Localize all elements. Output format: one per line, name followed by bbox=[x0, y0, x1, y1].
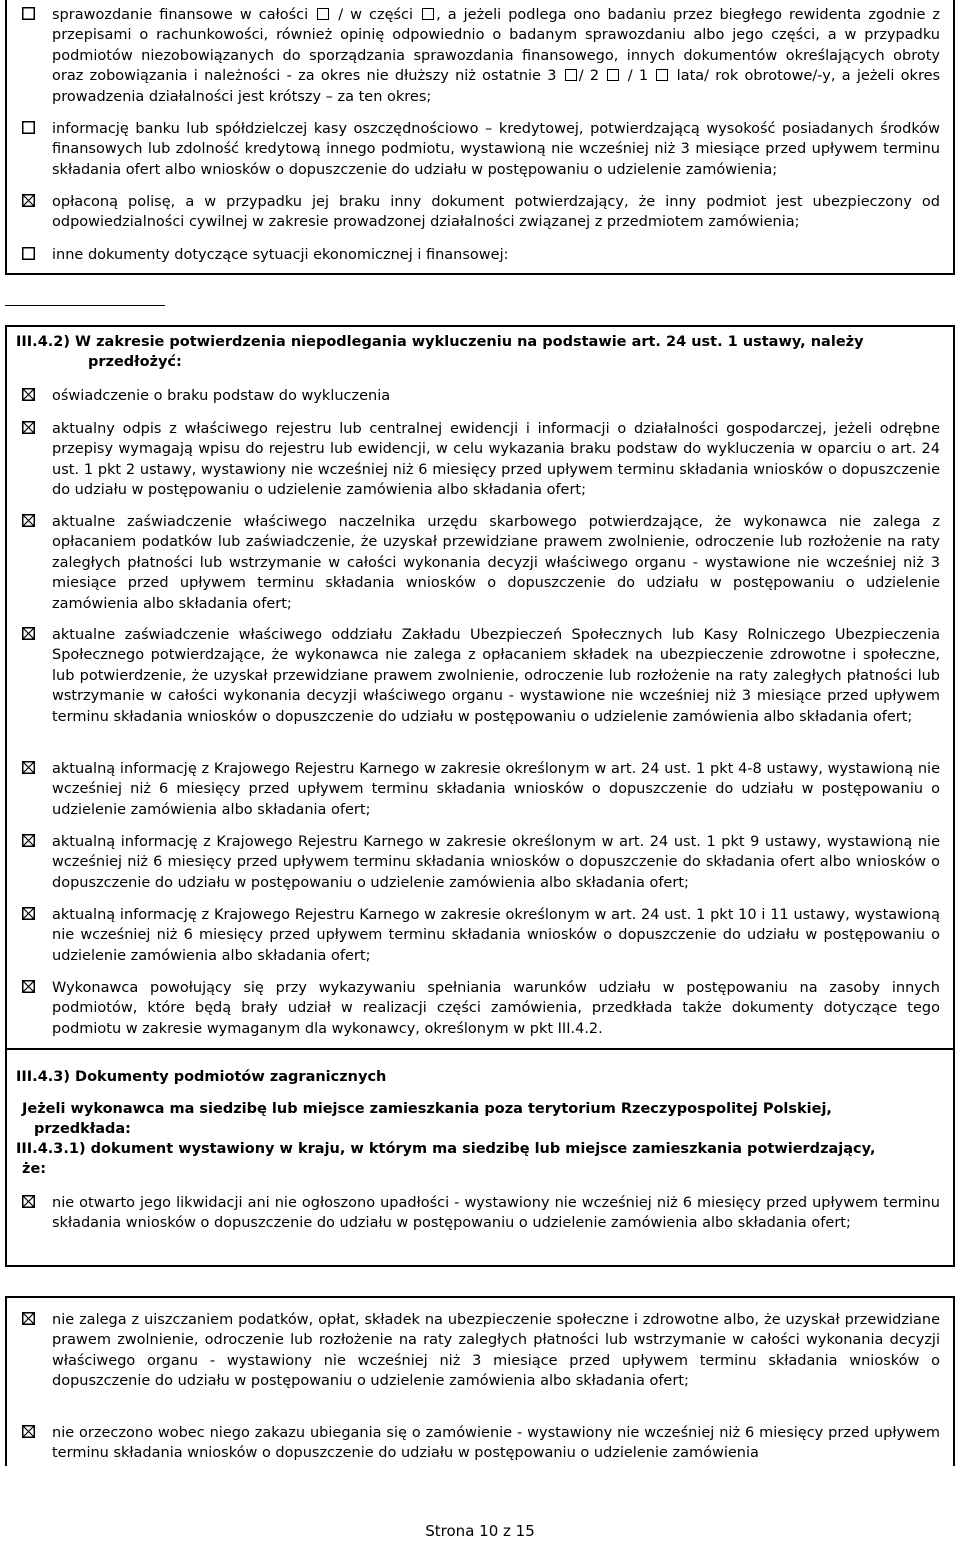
list-item-text: Wykonawca powołujący się przy wykazywaniu spełniania warunków udziału w postępowaniu na zasoby innych podmiotów, które będą brały udział w realizacji części zamówienia, przedkłada także dokumenty dotyczące tego podmiotu w zakresie wymaganym dla wykonawcy, określonym w pkt III.4.2. bbox=[52, 980, 940, 1037]
divider-line bbox=[5, 305, 165, 306]
subheading-line3: III.4.3.1) dokument wystawiony w kraju, w którym ma siedzibę lub miejsce zamieszkania potwierdzający, bbox=[16, 1141, 876, 1157]
section-342-heading-line2: przedłożyć: bbox=[88, 354, 182, 370]
checkbox-criminal-record-10-11[interactable] bbox=[22, 907, 35, 920]
list-item-text: oświadczenie o braku podstaw do wykluczenia bbox=[52, 388, 391, 404]
checkbox-criminal-record-4-8[interactable] bbox=[22, 761, 35, 774]
list-item-text: nie orzeczono wobec niego zakazu ubiegania się o zamówienie - wystawiony nie wcześniej niż 6 miesięcy przed upływem terminu składania wniosków o dopuszczenie do udziału w postępowaniu o udzielenie zamówienia bbox=[52, 1425, 940, 1462]
list-item-text: aktualne zaświadczenie właściwego oddziału Zakładu Ubezpieczeń Społecznych lub Kasy Rolniczego Ubezpieczenia Społecznego potwierdzające, że wykonawca nie zalega z opłacaniem składek na ubezpieczenie zdrowotne i społeczne, lub potwierdzenie, że uzyskał przewidziane prawem zwolnienie, odroczenie lub rozłożenie na raty zaległych płatności lub wstrzymanie w całości wykonania decyzji właściwego organu - wystawione nie wcześniej niż 3 miesiące przed upływem terminu składania wniosków o dopuszczenie do udziału w postępowaniu o udzielenie zamówienia albo składania ofert; bbox=[52, 627, 940, 725]
financial-statement-text bbox=[52, 5, 940, 107]
text-part: / 2 bbox=[578, 68, 600, 85]
section-342-heading-line1: III.4.2) W zakresie potwierdzenia niepodlegania wykluczeniu na podstawie art. 24 ust. 1 ustawy, należy bbox=[16, 334, 864, 350]
list-item-text: aktualne zaświadczenie właściwego naczelnika urzędu skarbowego potwierdzające, że wykonawca nie zalega z opłacaniem podatków lub zaświadczenie, że uzyskał przewidziane prawem zwolnienie, odroczenie lub rozłożenie na raty zaległych płatności lub wstrzymanie w całości wykonania decyzji właściwego organu - wystawione nie wcześniej niż 3 miesiące przed upływem terminu składania wniosków o dopuszczenie do udziału w postępowaniu o udzielenie zamówienia albo składania ofert; bbox=[52, 514, 940, 612]
list-item-text: nie otwarto jego likwidacji ani nie ogłoszono upadłości - wystawiony nie wcześniej niż 6 miesięcy przed upływem terminu składania wniosków o dopuszczenie do udziału w postępowaniu o udzielenie zamówienia albo składania ofert; bbox=[52, 1195, 940, 1232]
checkbox-criminal-record-9[interactable] bbox=[22, 834, 35, 847]
section-343-heading: III.4.3) Dokumenty podmiotów zagranicznych bbox=[16, 1069, 387, 1085]
section-343-subheading bbox=[16, 1099, 940, 1179]
checkbox-1-year[interactable] bbox=[656, 69, 668, 81]
text-part: sprawozdanie finansowe w całości bbox=[52, 7, 309, 23]
text-part: , a jeżeli podlega ono badaniu przez biegłego rewidenta zgodnie z przepisami o rachunkowości, również opinię odpowiednio o badanym sprawozdaniu albo jego części, a w przypadku podmiotów niezobowiązanych do sporządzania sprawozdania finansowego, innych dokumentów określających obroty oraz zobowiązania i należności - za okres nie dłuższy niż ostatnie 3 bbox=[52, 7, 941, 85]
subheading-line1: Jeżeli wykonawca ma siedzibę lub miejsce zamieszkania poza terytorium Rzeczypospolitej Polskiej, bbox=[22, 1101, 832, 1117]
subheading-line4: że: bbox=[22, 1161, 47, 1177]
checkbox-financial-statement[interactable] bbox=[22, 7, 35, 20]
checkbox-tax-office-certificate[interactable] bbox=[22, 514, 35, 527]
checkbox-third-party-resources[interactable] bbox=[22, 980, 35, 993]
checkbox-no-liquidation[interactable] bbox=[22, 1195, 35, 1208]
checkbox-register-extract[interactable] bbox=[22, 421, 35, 434]
checkbox-part[interactable] bbox=[422, 8, 434, 20]
checkbox-3-years[interactable] bbox=[565, 69, 577, 81]
text-part: / w części bbox=[338, 7, 414, 23]
checkbox-2-years[interactable] bbox=[607, 69, 619, 81]
text-part: / 1 bbox=[627, 68, 649, 85]
list-item-text: aktualną informację z Krajowego Rejestru Karnego w zakresie określonym w art. 24 ust. 1 pkt 10 i 11 ustawy, wystawioną nie wcześniej niż 6 miesięcy przed upływem terminu składania wniosków o dopuszczenie do udziału w postępowaniu o udzielenie zamówienia albo składania ofert; bbox=[52, 907, 940, 964]
checkbox-other-documents[interactable] bbox=[22, 247, 35, 260]
bank-info-text: informację banku lub spółdzielczej kasy oszczędnościowo – kredytowej, potwierdzającą wysokość posiadanych środków finansowych lub zdolność kredytową innego podmiotu, wystawioną nie wcześniej niż 3 miesiące przed upływem terminu składania ofert albo wniosków o dopuszczenie do udziału w postępowaniu o udzielenie zamówienia; bbox=[52, 121, 940, 178]
list-item-text: aktualną informację z Krajowego Rejestru Karnego w zakresie określonym w art. 24 ust. 1 pkt 4-8 ustawy, wystawioną nie wcześniej niż 6 miesięcy przed upływem terminu składania wniosków o dopuszczenie do udziału w postępowaniu o udzielenie zamówienia albo składania ofert; bbox=[52, 761, 940, 818]
list-item-text: nie zalega z uiszczaniem podatków, opłat, składek na ubezpieczenie społeczne i zdrowotne albo, że uzyskał przewidziane prawem zwolnienie, odroczenie lub rozłożenie na raty zaległych płatności lub wstrzymanie w całości wykonania decyzji właściwego organu - wystawiony nie wcześniej niż 3 miesiące przed upływem terminu składania wniosków o dopuszczenie do udziału w postępowaniu o udzielenie zamówienia albo składania ofert; bbox=[52, 1312, 940, 1390]
page-number: Strona 10 z 15 bbox=[425, 1522, 535, 1540]
text-part: lata/ rok obrotowe/-y, a jeżeli okres prowadzenia działalności jest krótszy – za ten okres; bbox=[52, 68, 941, 105]
checkbox-no-tax-arrears[interactable] bbox=[22, 1312, 35, 1325]
section-divider bbox=[5, 1048, 955, 1050]
list-item-text: aktualny odpis z właściwego rejestru lub centralnej ewidencji i informacji o działalności gospodarczej, jeżeli odrębne przepisy wymagają wpisu do rejestru lub ewidencji, w celu wykazania braku podstaw do wykluczenia w oparciu o art. 24 ust. 1 pkt 2 ustawy, wystawiony nie wcześniej niż 6 miesięcy przed upływem terminu składania wniosków o dopuszczenie do udziału w postępowaniu o udzielenie zamówienia albo składania ofert; bbox=[52, 421, 940, 499]
list-item-text: aktualną informację z Krajowego Rejestru Karnego w zakresie określonym w art. 24 ust. 1 pkt 9 ustawy, wystawioną nie wcześniej niż 6 miesięcy przed upływem terminu składania wniosków o dopuszczenie do składania ofert albo wniosków o dopuszczenie do udziału w postępowaniu o udzielenie zamówienia albo składania ofert; bbox=[52, 834, 940, 891]
subheading-line2: przedkłada: bbox=[34, 1121, 131, 1137]
checkbox-whole[interactable] bbox=[317, 8, 329, 20]
other-documents-text: inne dokumenty dotyczące sytuacji ekonomicznej i finansowej: bbox=[52, 247, 509, 263]
checkbox-zus-certificate[interactable] bbox=[22, 627, 35, 640]
section-342-heading bbox=[16, 332, 946, 372]
insurance-policy-text: opłaconą polisę, a w przypadku jej braku inny dokument potwierdzający, że inny podmiot jest ubezpieczony od odpowiedzialności cywilnej w zakresie prowadzonej działalności związanej z przedmiotem zamówienia; bbox=[52, 194, 940, 231]
checkbox-no-exclusion-statement[interactable] bbox=[22, 388, 35, 401]
checkbox-no-procurement-ban[interactable] bbox=[22, 1425, 35, 1438]
checkbox-insurance-policy[interactable] bbox=[22, 194, 35, 207]
checkbox-bank-info[interactable] bbox=[22, 121, 35, 134]
